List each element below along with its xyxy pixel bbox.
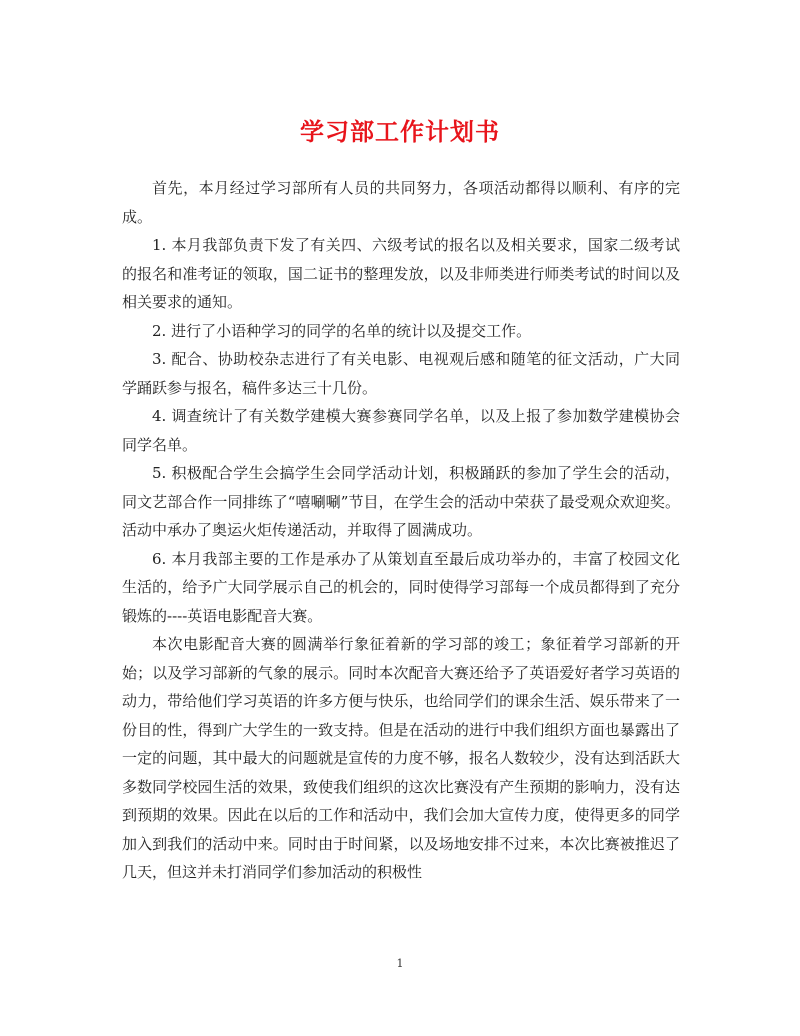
- summary-paragraph: 本次电影配音大赛的圆满举行象征着新的学习部的竣工；象征着学习部新的开始；以及学习部新的气象的展示。同时本次配音大赛还给予了英语爱好者学习英语的动力，带给他们学习英语的许多方便与快乐，也给同学们的课余生活、娱乐带来了一份目的性，得到广大学生的一致支持。但是在活动的进行中我们组织方面也暴露出了一定的问题，其中最大的问题就是宣传的力度不够，报名人数较少，没有达到活跃大多数同学校园生活的效果，致使我们组织的这次比赛没有产生预期的影响力，没有达到预期的效果。因此在以后的工作和活动中，我们会加大宣传力度，使得更多的同学加入到我们的活动中来。同时由于时间紧，以及场地安排不过来，本次比赛被推迟了几天，但这并未打消同学们参加活动的积极性: [122, 635, 680, 881]
- item-3-paragraph: 3. 配合、协助校杂志进行了有关电影、电视观后感和随笔的征文活动，广大同学踊跃参与报名，稿件多达三十几份。: [122, 350, 680, 397]
- item-4-paragraph: 4. 调查统计了有关数学建模大赛参赛同学名单，以及上报了参加数学建模协会同学名单。: [122, 407, 680, 454]
- item-2-paragraph: 2. 进行了小语种学习的同学的名单的统计以及提交工作。: [152, 321, 532, 340]
- item-1-paragraph: 1. 本月我部负责下发了有关四、六级考试的报名以及相关要求，国家二级考试的报名和准考证的领取，国二证书的整理发放，以及非师类进行师类考试的时间以及相关要求的通知。: [122, 236, 680, 311]
- intro-paragraph: 首先，本月经过学习部所有人员的共同努力，各项活动都得以顺利、有序的完成。: [122, 179, 680, 226]
- item-6-paragraph: 6. 本月我部主要的工作是承办了从策划直至最后成功举办的，丰富了校园文化生活的，给予广大同学展示自己的机会的，同时使得学习部每一个成员都得到了充分锻炼的----英语电影配音大赛。: [122, 549, 680, 625]
- page-number: 1: [396, 957, 404, 970]
- item-5-paragraph: 5. 积极配合学生会搞学生会同学活动计划，积极踊跃的参加了学生会的活动，同文艺部合作一同排练了“嘻唰唰”节目，在学生会的活动中荣获了最受观众欢迎奖。活动中承办了奥运火炬传递活动，并取得了圆满成功。: [122, 464, 680, 539]
- document-title: 学习部工作计划书: [300, 118, 500, 146]
- document-body: [122, 174, 680, 887]
